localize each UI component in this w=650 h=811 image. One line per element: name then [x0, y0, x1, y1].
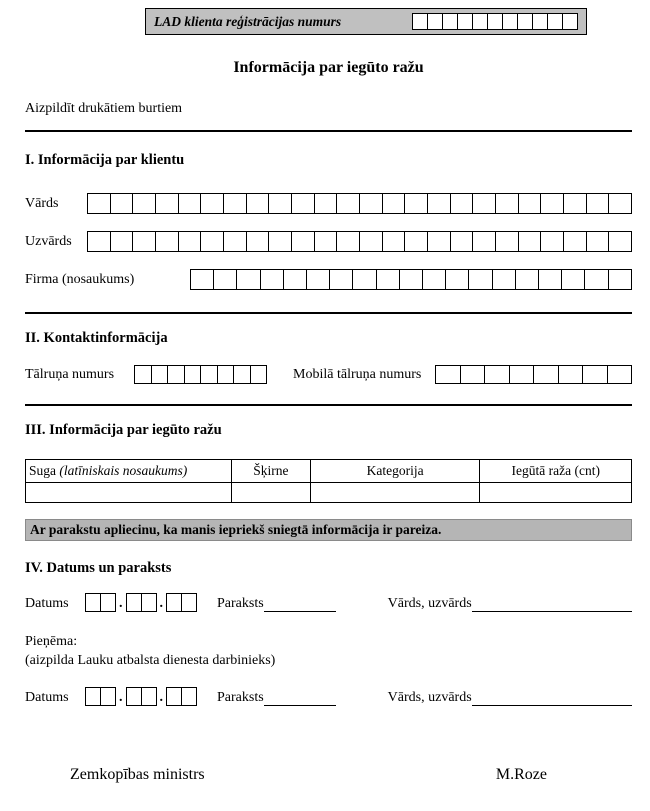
minister-title: Zemkopības ministrs [70, 766, 205, 783]
date-cell[interactable] [126, 593, 142, 612]
lad-registration-label: LAD klienta reģistrācijas numurs [154, 13, 342, 29]
char-cell[interactable] [608, 231, 632, 252]
vards-char-cells [87, 193, 632, 214]
char-cell[interactable] [445, 269, 469, 290]
date-separator-dot: . [119, 690, 123, 705]
uzvards-char-cells [87, 231, 632, 252]
section4-heading: IV. Datums un paraksts [25, 560, 172, 576]
section-divider [25, 404, 632, 406]
char-cell[interactable] [87, 231, 111, 252]
char-cell[interactable] [217, 365, 235, 384]
skirne-input-cell[interactable] [232, 483, 311, 503]
char-cell[interactable] [608, 269, 632, 290]
vards-uzvards-label: Vārds, uzvārds [387, 596, 472, 611]
char-cell[interactable] [223, 231, 247, 252]
char-cell[interactable] [200, 193, 224, 214]
char-cell[interactable] [178, 193, 202, 214]
char-cell[interactable] [442, 13, 458, 30]
char-cell[interactable] [268, 231, 292, 252]
harvest-table-row [26, 483, 632, 503]
section2-heading: II. Kontaktinformācija [25, 330, 168, 346]
firma-field-row [25, 269, 632, 290]
minister-name: M.Roze [495, 766, 547, 783]
form-title: Informācija par iegūto ražu [233, 59, 424, 76]
section-divider [25, 130, 632, 132]
pienema-note: (aizpilda Lauku atbalsta dienesta darbinieks) [25, 653, 276, 668]
char-cell[interactable] [468, 269, 492, 290]
char-cell[interactable] [155, 193, 179, 214]
char-cell[interactable] [563, 193, 587, 214]
char-cell[interactable] [329, 269, 353, 290]
char-cell[interactable] [561, 269, 585, 290]
char-cell[interactable] [223, 193, 247, 214]
char-cell[interactable] [233, 365, 251, 384]
column-header-skirne: Šķirne [232, 460, 311, 483]
char-cell[interactable] [352, 269, 376, 290]
contact-row [25, 365, 632, 384]
phone-label: Tālruņa numurs [25, 366, 115, 382]
form-page [25, 0, 632, 784]
suga-text: Suga [29, 463, 56, 478]
char-cell[interactable] [472, 231, 496, 252]
date-cells [85, 593, 197, 612]
mobile-label: Mobilā tālruņa numurs [293, 366, 422, 382]
char-cell[interactable] [540, 231, 564, 252]
char-cell[interactable] [382, 231, 406, 252]
name-line[interactable] [472, 691, 632, 706]
char-cell[interactable] [450, 193, 474, 214]
kategorija-input-cell[interactable] [310, 483, 480, 503]
char-cell[interactable] [502, 13, 518, 30]
char-cell[interactable] [492, 269, 516, 290]
char-cell[interactable] [404, 193, 428, 214]
harvest-table-header-row [26, 460, 632, 483]
char-cell[interactable] [151, 365, 169, 384]
uzvards-label: Uzvārds [25, 233, 72, 249]
vards-uzvards-label: Vārds, uzvārds [387, 690, 472, 705]
paraksts-label: Paraksts [217, 596, 264, 611]
char-cell[interactable] [178, 231, 202, 252]
char-cell[interactable] [509, 365, 534, 384]
char-cell[interactable] [336, 231, 360, 252]
char-cell[interactable] [450, 231, 474, 252]
char-cell[interactable] [586, 193, 610, 214]
raza-input-cell[interactable] [480, 483, 632, 503]
char-cell[interactable] [250, 365, 268, 384]
char-cell[interactable] [167, 365, 185, 384]
char-cell[interactable] [291, 231, 315, 252]
date-cell[interactable] [181, 687, 197, 706]
char-cell[interactable] [495, 231, 519, 252]
date-cell[interactable] [166, 687, 182, 706]
char-cell[interactable] [399, 269, 423, 290]
char-cell[interactable] [291, 193, 315, 214]
char-cell[interactable] [155, 231, 179, 252]
char-cell[interactable] [584, 269, 608, 290]
char-cell[interactable] [134, 365, 152, 384]
char-cell[interactable] [558, 365, 583, 384]
date-cell[interactable] [100, 593, 116, 612]
char-cell[interactable] [236, 269, 260, 290]
lad-registration-cells [412, 13, 578, 30]
char-cell[interactable] [314, 193, 338, 214]
char-cell[interactable] [246, 231, 270, 252]
fill-instruction: Aizpildīt drukātiem burtiem [25, 101, 183, 116]
char-cell[interactable] [607, 365, 632, 384]
datums-label: Datums [25, 690, 69, 705]
char-cell[interactable] [132, 231, 156, 252]
firma-char-cells [190, 269, 632, 290]
char-cell[interactable] [336, 193, 360, 214]
char-cell[interactable] [200, 365, 218, 384]
date-cell[interactable] [141, 593, 157, 612]
char-cell[interactable] [487, 13, 503, 30]
signature-row-client [25, 593, 632, 612]
section1-heading: I. Informācija par klientu [25, 152, 185, 168]
char-cell[interactable] [246, 193, 270, 214]
date-cell[interactable] [141, 687, 157, 706]
signature-line[interactable] [264, 691, 336, 706]
char-cell[interactable] [87, 193, 111, 214]
char-cell[interactable] [547, 13, 563, 30]
paraksts-label: Paraksts [217, 690, 264, 705]
harvest-table [25, 459, 632, 503]
char-cell[interactable] [190, 269, 214, 290]
char-cell[interactable] [306, 269, 330, 290]
column-header-suga [26, 460, 232, 483]
name-line[interactable] [472, 597, 632, 612]
date-cell[interactable] [181, 593, 197, 612]
char-cell[interactable] [457, 13, 473, 30]
char-cell[interactable] [484, 365, 509, 384]
char-cell[interactable] [359, 231, 383, 252]
mobile-number-cells [435, 365, 632, 384]
declaration-banner: Ar parakstu apliecinu, ka manis iepriekš sniegtā informācija ir pareiza. [25, 519, 632, 541]
char-cell[interactable] [427, 13, 443, 30]
date-cell[interactable] [85, 593, 101, 612]
vards-field-row [25, 193, 632, 214]
char-cell[interactable] [427, 231, 451, 252]
char-cell[interactable] [532, 13, 548, 30]
char-cell[interactable] [213, 269, 237, 290]
pienema-label: Pieņēma: [25, 634, 78, 649]
date-separator-dot: . [119, 596, 123, 611]
column-header-raza: Iegūtā raža (cnt) [480, 460, 632, 483]
char-cell[interactable] [359, 193, 383, 214]
char-cell[interactable] [132, 193, 156, 214]
char-cell[interactable] [382, 193, 406, 214]
char-cell[interactable] [260, 269, 284, 290]
char-cell[interactable] [608, 193, 632, 214]
char-cell[interactable] [404, 231, 428, 252]
char-cell[interactable] [314, 231, 338, 252]
char-cell[interactable] [562, 13, 578, 30]
char-cell[interactable] [472, 13, 488, 30]
char-cell[interactable] [460, 365, 485, 384]
char-cell[interactable] [427, 193, 451, 214]
date-separator-dot: . [159, 596, 163, 611]
footer [25, 766, 632, 784]
phone-number-cells [134, 365, 267, 384]
signature-line[interactable] [264, 597, 336, 612]
char-cell[interactable] [184, 365, 202, 384]
date-cell[interactable] [166, 593, 182, 612]
char-cell[interactable] [518, 193, 542, 214]
char-cell[interactable] [435, 365, 460, 384]
char-cell[interactable] [517, 13, 533, 30]
suga-latin-note: (latīniskais nosaukums) [59, 463, 188, 478]
lad-registration-box [145, 8, 587, 35]
char-cell[interactable] [538, 269, 562, 290]
char-cell[interactable] [110, 193, 134, 214]
suga-input-cell[interactable] [26, 483, 232, 503]
char-cell[interactable] [472, 193, 496, 214]
char-cell[interactable] [422, 269, 446, 290]
section-divider [25, 312, 632, 314]
char-cell[interactable] [515, 269, 539, 290]
date-cell[interactable] [85, 687, 101, 706]
char-cell[interactable] [586, 231, 610, 252]
vards-label: Vārds [25, 195, 59, 211]
char-cell[interactable] [518, 231, 542, 252]
char-cell[interactable] [495, 193, 519, 214]
char-cell[interactable] [563, 231, 587, 252]
char-cell[interactable] [110, 231, 134, 252]
firma-label: Firma (nosaukums) [25, 271, 135, 287]
char-cell[interactable] [540, 193, 564, 214]
char-cell[interactable] [283, 269, 307, 290]
char-cell[interactable] [533, 365, 558, 384]
date-cell[interactable] [126, 687, 142, 706]
char-cell[interactable] [582, 365, 607, 384]
uzvards-field-row [25, 231, 632, 252]
char-cell[interactable] [376, 269, 400, 290]
char-cell[interactable] [412, 13, 428, 30]
char-cell[interactable] [268, 193, 292, 214]
date-cells [85, 687, 197, 706]
date-separator-dot: . [159, 690, 163, 705]
date-cell[interactable] [100, 687, 116, 706]
datums-label: Datums [25, 596, 69, 611]
section3-heading: III. Informācija par iegūto ražu [25, 422, 222, 438]
column-header-kategorija: Kategorija [310, 460, 480, 483]
char-cell[interactable] [200, 231, 224, 252]
signature-row-official [25, 687, 632, 706]
